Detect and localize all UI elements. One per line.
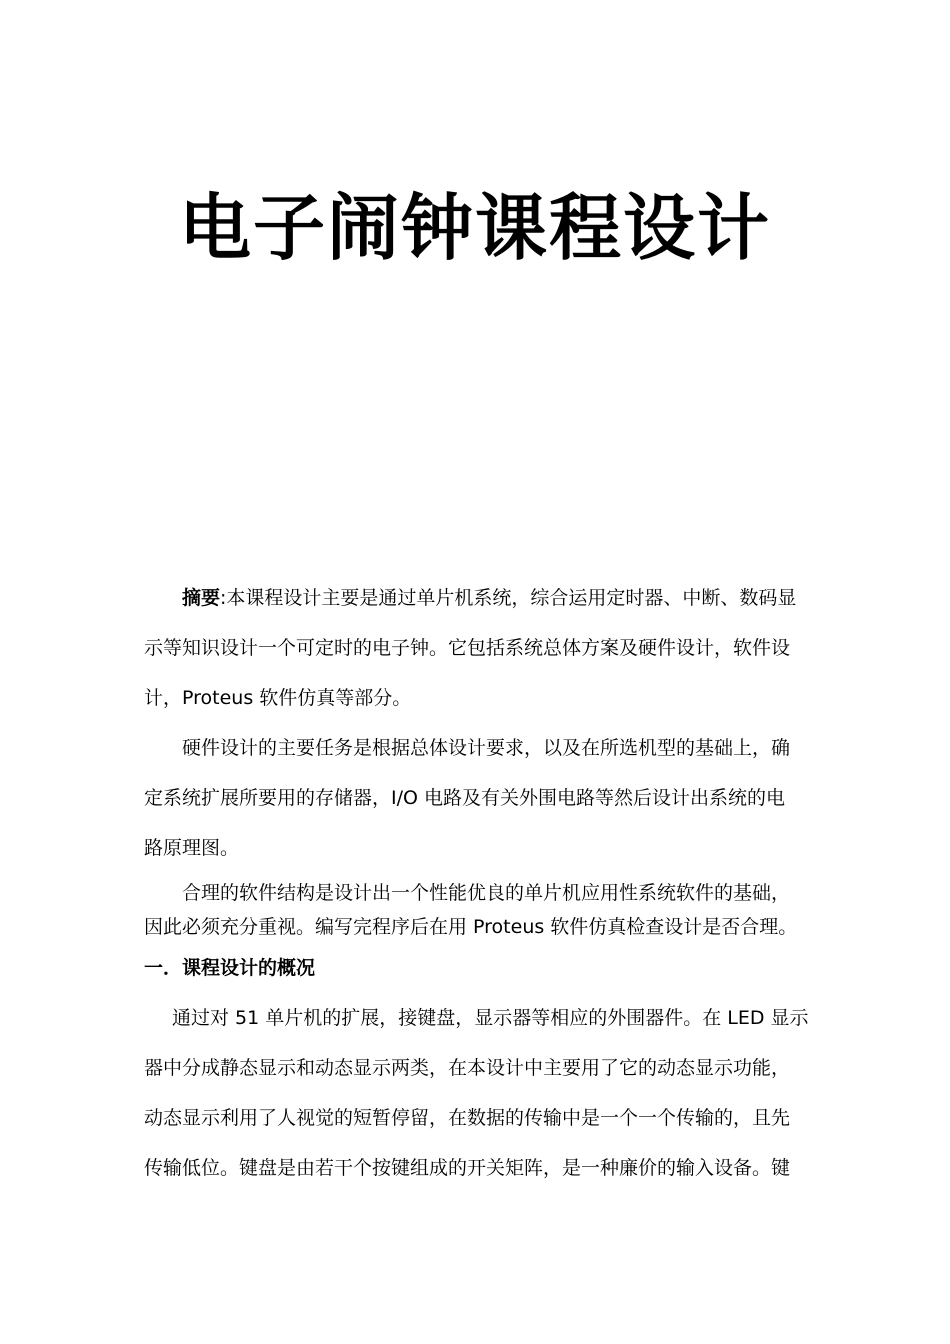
- section-line-2: 器中分成静态显示和动态显示两类，在本设计中主要用了它的动态显示功能，: [144, 1057, 791, 1079]
- abstract-line-1: [182, 585, 796, 611]
- software-line-2: 因此必须充分重视。编写完程序后在用 Proteus 软件仿真检查设计是否合理。: [144, 916, 798, 938]
- section-line-3: 动态显示利用了人视觉的短暂停留，在数据的传输中是一个一个传输的，且先: [144, 1107, 791, 1129]
- software-line-1: 合理的软件结构是设计出一个性能优良的单片机应用性系统软件的基础，: [182, 882, 791, 904]
- abstract-label: 摘要: [182, 587, 221, 609]
- abstract-text-1: :本课程设计主要是通过单片机系统，综合运用定时器、中断、数码显: [220, 587, 797, 609]
- abstract-line-2: 示等知识设计一个可定时的电子钟。它包括系统总体方案及硬件设计，软件设: [144, 637, 791, 659]
- section-heading: 一．课程设计的概况: [144, 957, 316, 979]
- section-line-1: 通过对 51 单片机的扩展，接键盘，显示器等相应的外围器件。在 LED 显示: [172, 1007, 809, 1029]
- document-title: 电子闹钟课程设计: [178, 186, 771, 270]
- abstract-line-3: 计，Proteus 软件仿真等部分。: [144, 687, 412, 709]
- hardware-line-3: 路原理图。: [144, 837, 240, 859]
- hardware-line-2: 定系统扩展所要用的存储器，I/O 电路及有关外围电路等然后设计出系统的电: [144, 787, 786, 809]
- section-line-4: 传输低位。键盘是由若干个按键组成的开关矩阵，是一种廉价的输入设备。键: [144, 1157, 791, 1179]
- hardware-line-1: 硬件设计的主要任务是根据总体设计要求，以及在所选机型的基础上，确: [182, 737, 791, 759]
